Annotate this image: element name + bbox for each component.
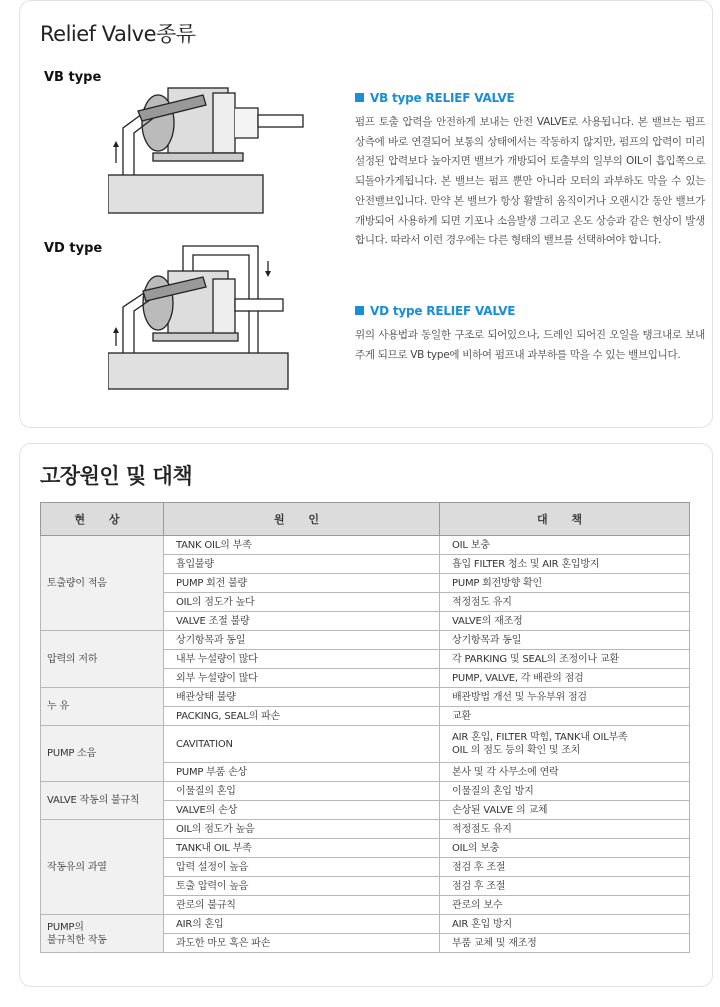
table-row <box>41 915 690 934</box>
symptom-cell: 누 유 <box>41 688 164 726</box>
relief-valve-panel <box>19 0 713 428</box>
solution-cell: 점검 후 조절 <box>440 858 690 877</box>
cause-cell: 배관상태 불량 <box>164 688 440 707</box>
cause-cell: OIL의 점도가 높음 <box>164 820 440 839</box>
vb-type-label: VB type <box>44 70 102 85</box>
cause-cell: 상기항목과 동일 <box>164 631 440 650</box>
cause-cell: VALVE의 손상 <box>164 801 440 820</box>
cause-cell: TANK내 OIL 부족 <box>164 839 440 858</box>
cause-cell: TANK OIL의 부족 <box>164 536 440 555</box>
cause-cell: 흡입불량 <box>164 555 440 574</box>
bullet-square-icon <box>355 93 364 102</box>
header-solution: 대 책 <box>440 503 690 536</box>
table-row <box>41 820 690 839</box>
cause-cell: CAVITATION <box>164 726 440 763</box>
solution-cell: OIL의 보충 <box>440 839 690 858</box>
table-row <box>41 782 690 801</box>
cause-cell: 압력 설정이 높음 <box>164 858 440 877</box>
cause-cell: 이물질의 혼입 <box>164 782 440 801</box>
vb-text: 펌프 토출 압력을 안전하게 보내는 안전 VALVE로 사용됩니다. 본 밸브는 펌프 상측에 바로 연결되어 보통의 상태에서는 작동하지 않지만, 펌프의 압력이 미리 설정된 압력보다 높아지면 밸브가 개방되어 토출부의 일부의 OIL이 흡입쪽으로 되돌아가게됩니다. 본 밸브는 펌프 뿐만 아니라 모터의 과부하도 막을 수 있는 안전밸브입니다. 만약 본 밸브가 항상 활발히 움직이거나 오랜시간 동안 밸브가 개방되어 사용하게 되면 기포나 소음발생 그리고 온도 상승과 같은 현상이 발생합니다. 따라서 이런 경우에는 다른 형태의 밸브를 선택하여야 합니다. <box>355 116 705 247</box>
cause-cell: 토출 압력이 높음 <box>164 877 440 896</box>
table-row <box>41 726 690 763</box>
symptom-cell: 압력의 저하 <box>41 631 164 688</box>
cause-cell: OIL의 점도가 높다 <box>164 593 440 612</box>
table-header-row <box>41 503 690 536</box>
solution-cell: 이물질의 혼입 방지 <box>440 782 690 801</box>
bullet-square-icon <box>355 306 364 315</box>
symptom-cell: 작동유의 과열 <box>41 820 164 915</box>
vd-type-diagram <box>108 241 308 391</box>
cause-cell: 과도한 마모 혹은 파손 <box>164 934 440 953</box>
table-row <box>41 631 690 650</box>
symptom-cell: 토출량이 적음 <box>41 536 164 631</box>
cause-cell: 외부 누설량이 많다 <box>164 669 440 688</box>
table-row <box>41 536 690 555</box>
solution-cell: OIL 보충 <box>440 536 690 555</box>
troubleshooting-panel <box>19 443 713 987</box>
solution-cell: VALVE의 재조정 <box>440 612 690 631</box>
vd-description <box>355 304 705 365</box>
section-title-relief-valve: Relief Valve종류 <box>40 22 196 46</box>
cause-cell: PUMP 부품 손상 <box>164 763 440 782</box>
solution-cell: 상기항목과 동일 <box>440 631 690 650</box>
cause-cell: 내부 누설량이 많다 <box>164 650 440 669</box>
cause-cell: VALVE 조절 불량 <box>164 612 440 631</box>
symptom-cell: PUMP 소음 <box>41 726 164 782</box>
cause-cell: 관로의 불규칙 <box>164 896 440 915</box>
vb-type-diagram <box>108 83 308 215</box>
solution-cell: PUMP 회전방향 확인 <box>440 574 690 593</box>
solution-cell: 교환 <box>440 707 690 726</box>
solution-cell: 흡입 FILTER 청소 및 AIR 혼입방지 <box>440 555 690 574</box>
symptom-cell: PUMP의 불규칙한 작동 <box>41 915 164 953</box>
solution-cell: 적정점도 유지 <box>440 593 690 612</box>
vb-heading: VB type RELIEF VALVE <box>370 91 515 105</box>
solution-cell: 각 PARKING 및 SEAL의 조정이나 교환 <box>440 650 690 669</box>
vd-type-label: VD type <box>44 241 103 256</box>
solution-cell: PUMP, VALVE, 각 배관의 점검 <box>440 669 690 688</box>
troubleshooting-table <box>40 502 690 953</box>
solution-cell: 점검 후 조절 <box>440 877 690 896</box>
solution-cell: 부품 교체 및 재조정 <box>440 934 690 953</box>
solution-cell: 배관방법 개선 및 누유부위 점검 <box>440 688 690 707</box>
solution-cell: 본사 및 각 사무소에 연락 <box>440 763 690 782</box>
cause-cell: PUMP 회전 불량 <box>164 574 440 593</box>
cause-cell: AIR의 혼입 <box>164 915 440 934</box>
solution-cell: 관로의 보수 <box>440 896 690 915</box>
table-row <box>41 688 690 707</box>
cause-cell: PACKING, SEAL의 파손 <box>164 707 440 726</box>
solution-cell: AIR 혼입 방지 <box>440 915 690 934</box>
vd-heading: VD type RELIEF VALVE <box>370 304 516 318</box>
solution-cell: 적정점도 유지 <box>440 820 690 839</box>
vb-description <box>355 91 705 251</box>
solution-cell: 손상된 VALVE 의 교체 <box>440 801 690 820</box>
solution-cell: AIR 혼입, FILTER 막힘, TANK내 OIL부족 OIL 의 점도 등의 확인 및 조치 <box>440 726 690 763</box>
vd-text: 위의 사용법과 동일한 구조로 되어있으나, 드레인 되어진 오일을 탱크내로 보내주게 되므로 VB type에 비하여 펌프내 과부하를 막을 수 있는 밸브입니다. <box>355 329 705 361</box>
section-title-troubleshooting: 고장원인 및 대책 <box>40 464 193 488</box>
header-cause: 원 인 <box>164 503 440 536</box>
header-symptom: 현 상 <box>41 503 164 536</box>
symptom-cell: VALVE 작동의 불규칙 <box>41 782 164 820</box>
